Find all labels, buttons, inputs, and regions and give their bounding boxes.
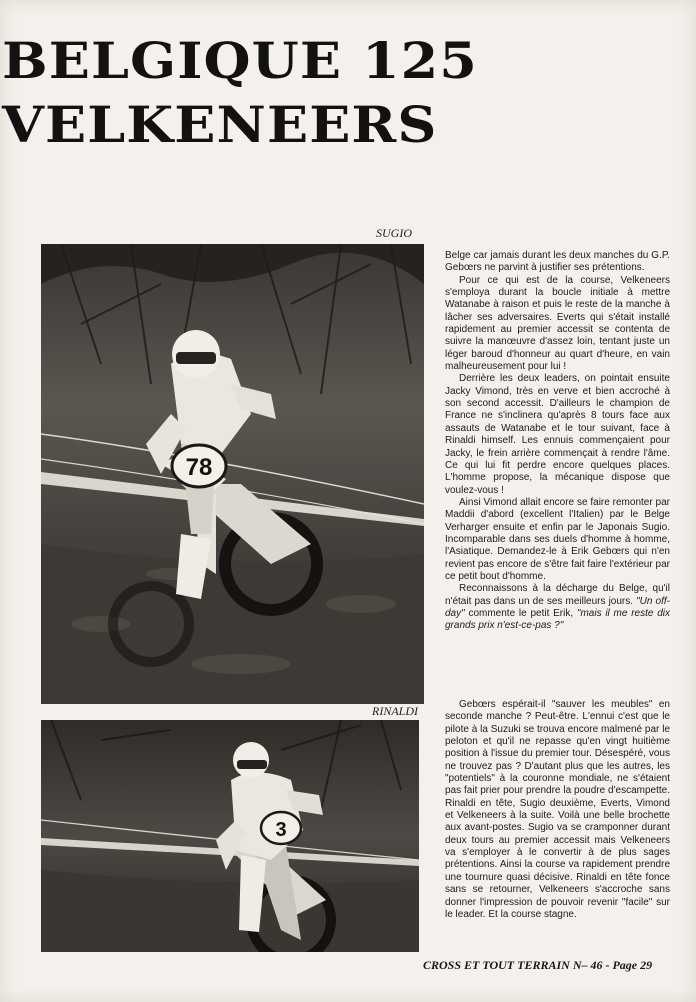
- article-text: commente le petit Erik,: [464, 607, 577, 619]
- article-paragraph: Pour ce qui est de la course, Velkeneers s'employa durant la boucle initiale à mettre Watanabe à raison et puis le reste de la manche à lâcher ses adversaires. Everts qui s'était installé rapidement au premier accessit se contenta de suivre la manœuvre d'assez loin, tentant juste un léger baroud d'honneur au quart d'heure, en vain malheureusement pour lui !: [445, 274, 670, 373]
- photo-caption-sugio: SUGIO: [376, 226, 412, 240]
- article-paragraph: Derrière les deux leaders, on pointait ensuite Jacky Vimond, très en verve et bien accroché à son second accessit. D'ailleurs le champion de France ne s'inclinera qu'après 8 tours face aux assauts de Watanabe et le tour suivant, face à Rinaldi himself. Les ennuis commençaient pour Jacky, le frein arrière commençait à rendre l'âme. Ce qui lui fit perdre encore quelques places. L'homme propose, la mécanique dispose que voulez-vous !: [445, 373, 670, 496]
- article-paragraph: Ainsi Vimond allait encore se faire remonter par Maddii d'abord (excellent l'Italien) par le Belge Verharger ensuite et enfin par le Japonais Sugio. Incomparable dans ses duels d'homme à homme, l'Asiatique. Demandez-le à Erik Gebœrs qui n'en revient pas encore de s'être fait faire l'extérieur par ce petit bout d'homme.: [445, 496, 670, 582]
- article-column-1: [445, 250, 670, 633]
- headline-line-2: VELKENEERS: [2, 95, 438, 154]
- photo-caption-rinaldi: RINALDI: [372, 704, 418, 718]
- article-text: Reconnaissons à la décharge du Belge, qu'il n'était pas dans un de ses meilleurs jours.: [445, 583, 670, 607]
- photo-1-race-number: 78: [185, 454, 213, 481]
- photo-rinaldi-motocross: [41, 720, 419, 952]
- photo-2-race-number: 3: [275, 819, 287, 841]
- headline-line-1: BELGIQUE 125: [2, 31, 478, 90]
- article-quote: "Un off-day": [445, 595, 670, 619]
- page-footer: CROSS ET TOUT TERRAIN N– 46 - Page 29: [423, 958, 653, 972]
- article-paragraph: Gebœrs espérait-il "sauver les meubles" en seconde manche ? Peut-être. L'ennui c'est que le pilote à la Suzuki se trouva encore malmené par le peloton et qu'il ne repasse qu'en vingt huitième position à l'issue du premier tour. Désespéré, vous ne trouvez pas ? D'autant plus que les autres, les "potentiels" à la couronne mondiale, ne s'étaient pas fait prier pour prendre la poudre d'escampette. Rinaldi en tête, Sugio deuxième, Everts, Vimond et Velkeneers à la suite. Voilà une belle brochette aux avant-postes. Sugio va se cramponner durant deux tours au premier accessit mais Velkeneers va s'employer à le convertir à de plus sages prétentions. Ainsi la course va rapidement prendre une tournure quasi décisive. Rinaldi en tête fonce sans se retourner, Velkeneers s'accroche sans donner l'impression de pouvoir revenir "facile" sur le leader. Et la course stagne.: [445, 699, 670, 920]
- article-column-2: [445, 699, 670, 921]
- article-paragraph: Belge car jamais durant les deux manches du G.P. Gebœrs ne parvint à justifier ses prétentions.: [445, 250, 670, 274]
- article-paragraph: [445, 583, 670, 632]
- photo-sugio-motocross: [41, 244, 424, 704]
- article-quote: "mais il me reste dix grands prix n'est-ce-pas ?": [445, 607, 670, 632]
